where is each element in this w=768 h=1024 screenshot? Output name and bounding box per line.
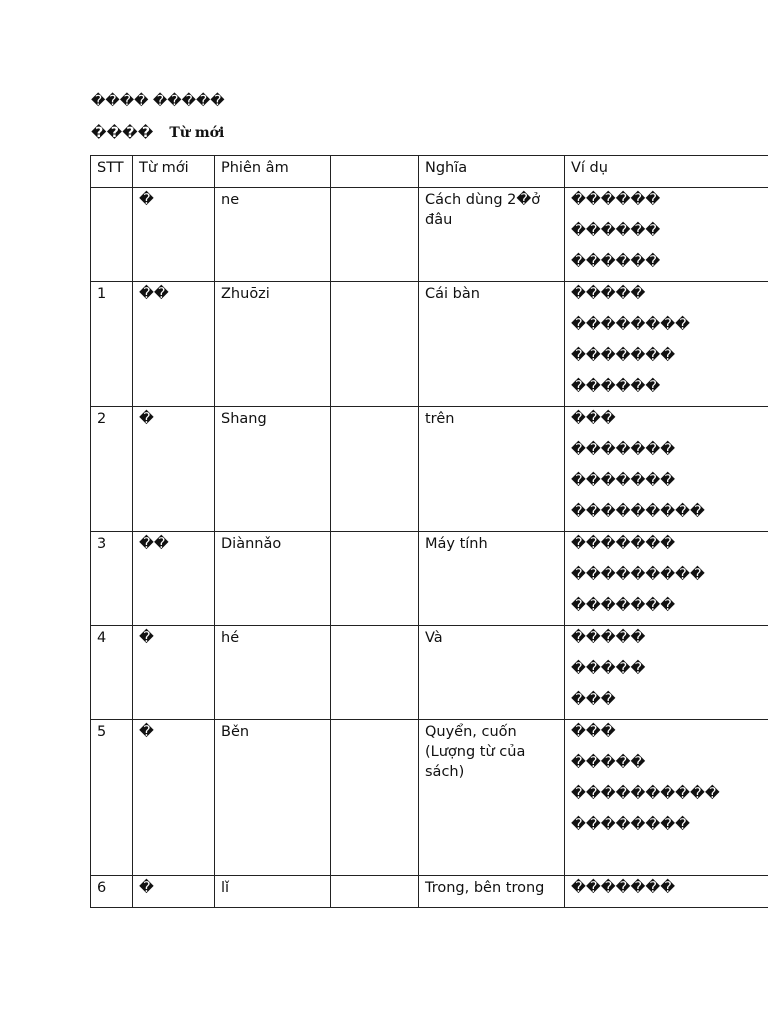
cell-word — [133, 532, 215, 626]
cell-pinyin-text: Shang — [221, 411, 267, 427]
cell-pinyin-text: Diànnǎo — [221, 536, 282, 552]
cell-word-text: � — [139, 724, 154, 740]
cell-word — [133, 720, 215, 876]
example-sentence: ��������� — [571, 504, 705, 520]
table-row — [91, 532, 768, 626]
cell-stt — [91, 188, 133, 282]
cell-pinyin — [215, 407, 331, 532]
cell-word-text: �� — [139, 536, 169, 552]
example-sentence: ������� — [571, 598, 676, 614]
section-heading-title: Từ mới — [169, 125, 225, 141]
cell-blank — [331, 532, 419, 626]
cell-word — [133, 626, 215, 720]
cell-blank — [331, 626, 419, 720]
cell-word-text: � — [139, 411, 154, 427]
cell-examples — [565, 626, 768, 720]
cell-stt-text: 3 — [97, 536, 107, 552]
example-sentence: ��� — [571, 724, 616, 740]
cell-blank — [331, 282, 419, 407]
column-header-word: Từ mới — [133, 156, 215, 188]
cell-meaning-text: Quyển, cuốn (Lượng từ của sách) — [425, 724, 526, 780]
column-header-examples: Ví dụ — [565, 156, 768, 188]
cell-pinyin — [215, 720, 331, 876]
cell-meaning — [419, 407, 565, 532]
example-sentence: ������ — [571, 254, 661, 270]
column-header-pinyin: Phiên âm — [215, 156, 331, 188]
cell-word — [133, 282, 215, 407]
cell-blank — [331, 407, 419, 532]
vocabulary-table — [90, 155, 768, 908]
cell-meaning — [419, 282, 565, 407]
cell-word — [133, 407, 215, 532]
cell-pinyin — [215, 626, 331, 720]
example-sentence: ���������� — [571, 786, 720, 802]
cell-meaning-text: Và — [425, 630, 443, 646]
example-sentence: ������� — [571, 880, 676, 896]
cell-stt — [91, 282, 133, 407]
cell-blank — [331, 720, 419, 876]
cell-word-text: �� — [139, 286, 169, 302]
table-row — [91, 720, 768, 876]
cell-examples — [565, 876, 768, 908]
cell-meaning — [419, 876, 565, 908]
example-sentence: ������� — [571, 536, 676, 552]
cell-examples — [565, 188, 768, 282]
cell-examples — [565, 720, 768, 876]
cell-stt-text: 4 — [97, 630, 107, 646]
cell-meaning — [419, 188, 565, 282]
cell-meaning-text: Cái bàn — [425, 286, 480, 302]
cell-meaning — [419, 720, 565, 876]
example-sentence: ������� — [571, 348, 676, 364]
cell-word — [133, 188, 215, 282]
cell-pinyin-text: hé — [221, 630, 240, 646]
table-row — [91, 282, 768, 407]
cell-stt — [91, 532, 133, 626]
cell-word-text: � — [139, 880, 154, 896]
table-body — [91, 188, 768, 908]
example-sentence: ������ — [571, 379, 661, 395]
cell-stt-text: 6 — [97, 880, 107, 896]
example-sentence: ������� — [571, 442, 676, 458]
cell-stt — [91, 720, 133, 876]
cell-pinyin-text: lǐ — [221, 880, 230, 896]
table-row — [91, 188, 768, 282]
cell-pinyin-text: Zhuōzi — [221, 286, 270, 302]
example-sentence: �������� — [571, 817, 690, 833]
cell-meaning-text: Trong, bên trong — [425, 880, 545, 896]
example-sentence: ��������� — [571, 567, 705, 583]
cell-pinyin-text: ne — [221, 192, 240, 208]
cell-stt — [91, 407, 133, 532]
cell-examples — [565, 532, 768, 626]
cell-word-text: � — [139, 630, 154, 646]
cell-pinyin — [215, 532, 331, 626]
cell-pinyin-text: Běn — [221, 724, 250, 740]
table-row — [91, 876, 768, 908]
example-sentence: ������ — [571, 223, 661, 239]
cell-pinyin — [215, 282, 331, 407]
cell-stt-text: 1 — [97, 286, 107, 302]
cell-meaning-text: Máy tính — [425, 536, 488, 552]
column-header-blank — [331, 156, 419, 188]
example-sentence: ����� — [571, 630, 646, 646]
table-row — [91, 626, 768, 720]
cell-meaning — [419, 532, 565, 626]
cell-meaning-text: trên — [425, 411, 455, 427]
cell-blank — [331, 188, 419, 282]
example-sentence: ������ — [571, 192, 661, 208]
cell-word-text: � — [139, 192, 154, 208]
cell-blank — [331, 876, 419, 908]
cell-examples — [565, 407, 768, 532]
cell-stt-text: 2 — [97, 411, 107, 427]
cell-stt — [91, 626, 133, 720]
table-header-row — [91, 156, 768, 188]
section-heading-prefix: ���� — [91, 125, 154, 141]
cell-examples — [565, 282, 768, 407]
column-header-stt: STT — [91, 156, 133, 188]
section-heading — [91, 125, 224, 141]
example-sentence: ��� — [571, 692, 616, 708]
cell-pinyin — [215, 188, 331, 282]
example-sentence: ����� — [571, 661, 646, 677]
table-row — [91, 407, 768, 532]
cell-meaning — [419, 626, 565, 720]
cell-meaning-text: Cách dùng 2�ở đâu — [425, 192, 541, 228]
example-sentence: ������� — [571, 473, 676, 489]
cell-stt — [91, 876, 133, 908]
cell-stt-text: 5 — [97, 724, 107, 740]
example-sentence: �������� — [571, 317, 690, 333]
example-sentence: ����� — [571, 286, 646, 302]
column-header-meaning: Nghĩa — [419, 156, 565, 188]
cell-word — [133, 876, 215, 908]
lesson-heading: ���� ����� — [91, 93, 225, 109]
example-sentence: ����� — [571, 755, 646, 771]
cell-pinyin — [215, 876, 331, 908]
example-sentence: ��� — [571, 411, 616, 427]
